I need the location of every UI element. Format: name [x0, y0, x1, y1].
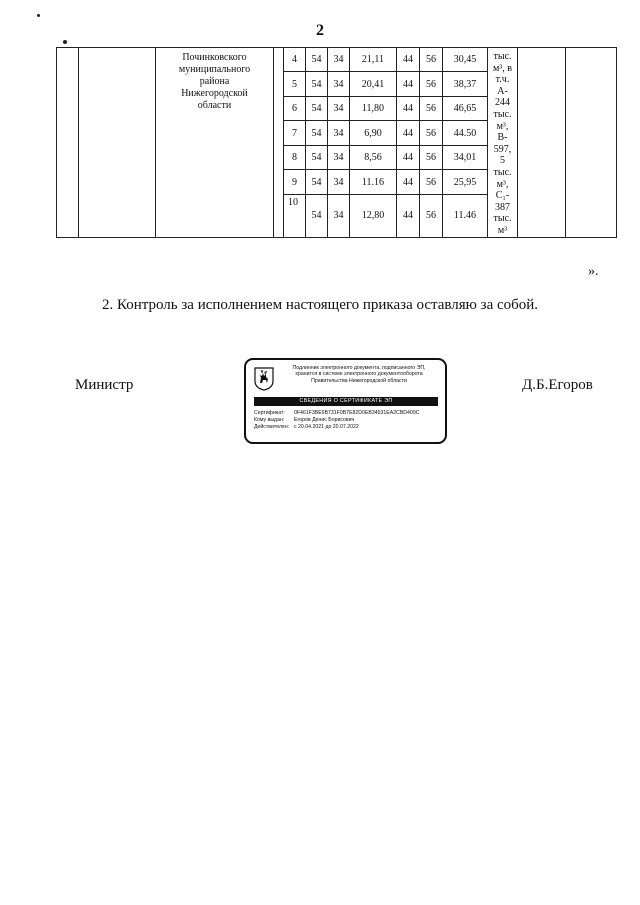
table-cell: 44	[397, 96, 420, 120]
table-cell: 34	[328, 121, 350, 145]
table-cell: 54	[306, 72, 328, 96]
units-line: С₁-	[495, 190, 510, 202]
table-cell: 56	[420, 170, 443, 194]
table-cell: 56	[420, 72, 443, 96]
well-number: 7	[284, 121, 306, 145]
signatory-title: Министр	[75, 377, 134, 393]
stamp-header-line: хранится в системе электронного документооборота	[295, 371, 423, 378]
table-cell: 34	[328, 170, 350, 194]
stamp-row-label: Действителен:	[254, 424, 290, 430]
district-line: Нижегородской	[181, 88, 248, 99]
stamp-header-line: Подлинник электронного документа, подписанного ЭП,	[292, 365, 426, 371]
table-cell: 21,11	[350, 48, 397, 72]
stamp-row-certificate	[254, 410, 419, 417]
units-line: тыс.	[493, 51, 512, 62]
units-line: В-	[497, 132, 508, 144]
table-cell: 56	[420, 96, 443, 120]
well-number: 6	[284, 96, 306, 120]
stamp-row-issued-to	[254, 417, 419, 424]
signatory-name: Д.Б.Егоров	[522, 377, 593, 393]
stamp-details	[254, 410, 419, 431]
empty-cell	[57, 48, 79, 238]
table-cell: 6,90	[350, 121, 397, 145]
table-cell: 20,41	[350, 72, 397, 96]
units-line: м³,	[496, 120, 509, 132]
table-cell: 44	[397, 145, 420, 169]
table-cell: 34	[328, 194, 350, 237]
well-number: 4	[284, 48, 306, 72]
district-cell	[156, 48, 274, 238]
units-line: тыс.	[493, 213, 512, 225]
district-line: муниципального	[178, 64, 251, 75]
district-line: области	[197, 100, 232, 111]
table-cell: 8,56	[350, 145, 397, 169]
table-cell: 44	[397, 170, 420, 194]
well-number: 9	[284, 170, 306, 194]
table-cell: 54	[306, 121, 328, 145]
table-cell: 11.16	[350, 170, 397, 194]
stamp-row-value: с 20.04.2021 до 20.07.2022	[294, 424, 359, 430]
table-cell: 54	[306, 96, 328, 120]
page-number: 2	[316, 22, 324, 39]
well-number: 8	[284, 145, 306, 169]
table-cell: 56	[420, 48, 443, 72]
closing-quote: ».	[588, 264, 599, 279]
stamp-row-label: Кому выдан:	[254, 417, 285, 423]
units-cell	[488, 48, 518, 238]
table-cell: 56	[420, 121, 443, 145]
stamp-certificate-bar: СВЕДЕНИЯ О СЕРТИФИКАТЕ ЭП	[254, 397, 438, 406]
table-cell: 56	[420, 194, 443, 237]
table-cell: 34	[328, 145, 350, 169]
table-cell: 34	[328, 48, 350, 72]
empty-cell	[274, 48, 284, 238]
units-line: 597,	[493, 143, 512, 155]
well-number: 5	[284, 72, 306, 96]
table-cell: 44	[397, 72, 420, 96]
table-cell: 54	[306, 194, 328, 237]
stamp-row-value: 0F461F3BE9B731F0B7E82D0EB34531EA2CBD409C	[294, 410, 420, 416]
table-row	[57, 48, 617, 72]
scan-speck	[37, 14, 40, 17]
table-cell: 30,45	[443, 48, 488, 72]
table-cell: 44	[397, 121, 420, 145]
units-line: 387	[495, 201, 510, 213]
table-cell: 54	[306, 48, 328, 72]
empty-cell	[566, 48, 617, 238]
data-table	[56, 47, 617, 238]
district-line: Починковского	[182, 52, 247, 63]
table-cell: 11,80	[350, 96, 397, 120]
scan-speck	[63, 40, 67, 44]
stamp-header-line: Правительства Нижегородской области	[311, 377, 407, 384]
table-cell: 56	[420, 145, 443, 169]
table-cell: 34	[328, 72, 350, 96]
deer-coat-of-arms-icon	[254, 367, 274, 391]
stamp-row-validity	[254, 424, 419, 431]
units-line: тыс.	[493, 108, 512, 120]
table-cell: 54	[306, 145, 328, 169]
table-cell: 46,65	[443, 96, 488, 120]
stamp-row-value: Егоров Денис Борисович	[294, 417, 355, 423]
well-number: 10	[284, 194, 306, 237]
e-signature-stamp	[244, 358, 447, 444]
table-cell: 44	[397, 48, 420, 72]
table-cell: 25,95	[443, 170, 488, 194]
units-line: м³	[497, 224, 508, 236]
table-cell: 12,80	[350, 194, 397, 237]
table-cell: 44	[397, 194, 420, 237]
table-cell: 34	[328, 96, 350, 120]
district-line: района	[199, 76, 230, 87]
units-line: тыс.	[493, 166, 512, 178]
units-line: м³, в	[492, 62, 513, 74]
empty-cell	[518, 48, 566, 238]
empty-cell	[79, 48, 156, 238]
units-line: 5	[500, 155, 505, 167]
table-cell: 11.46	[443, 194, 488, 237]
table-cell: 34,01	[443, 145, 488, 169]
units-line: А-	[497, 85, 508, 97]
units-line: 244	[495, 97, 510, 109]
table-cell: 38,37	[443, 72, 488, 96]
stamp-row-label: Сертификат:	[254, 410, 285, 416]
units-line: т.ч.	[495, 74, 510, 86]
units-line: м³,	[496, 178, 509, 190]
table-cell: 44.50	[443, 121, 488, 145]
table-cell: 54	[306, 170, 328, 194]
stamp-header	[274, 365, 444, 384]
paragraph-2: 2. Контроль за исполнением настоящего приказа оставляю за собой.	[101, 297, 539, 313]
